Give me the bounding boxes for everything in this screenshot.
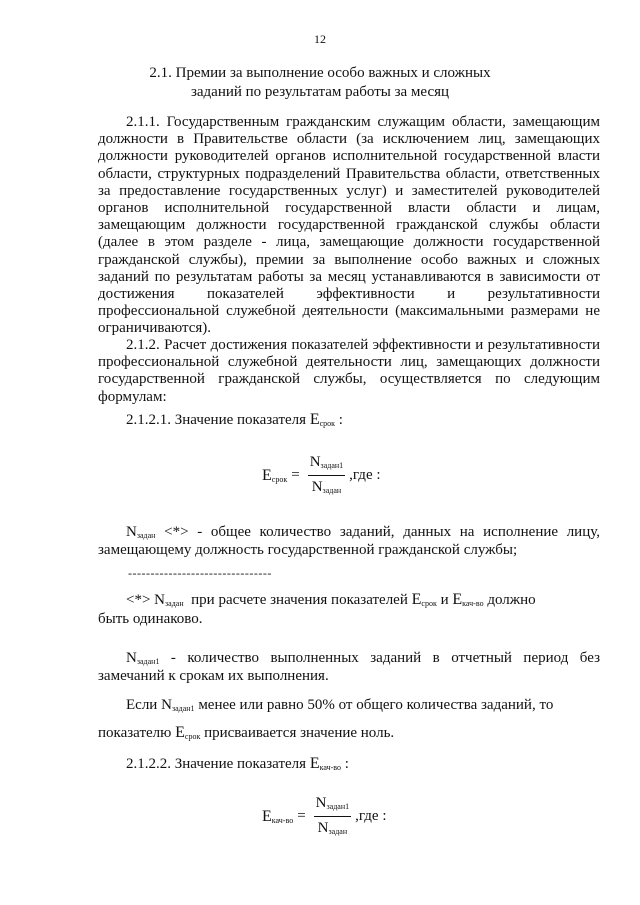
fraction-numerator: Nзадан1 [308,452,345,476]
formula-lhs: Eсрок [262,466,288,484]
fraction-denominator: Nзадан [317,820,348,836]
section-heading [100,64,540,102]
paragraph-2-1-1: 2.1.1. Государственным гражданским служащим области, замещающим должности в Правительстве области (за исключением лиц, замещающих должности руководителей органов исполнительной государственной власти области, структурных подразделений Правительства области, ответственных за предоставление государственных услуг) и заместителей руководителей органов исполнительной государственной власти области и лицам, замещающим должности государственной гражданской службы области (далее в этом разделе - лица, замещающие должности государственной гражданской службы), премии за выполнение особо важных и сложных заданий по результатам работы за месяц устанавливаются в зависимости от достижения показателей эффективности и результативности профессиональной служебной деятельности (максимальными размерами не ограничиваются). [98,114,600,337]
formula-tail: ,где : [355,808,387,824]
symbol-e: E [309,755,320,772]
heading-line-1: 2.1. Премии за выполнение особо важных и сложных [149,65,491,81]
note-n-zadan1 [98,650,600,685]
subsection-2-1-2-1 [126,411,343,429]
note-text: - количество выполненных заданий в отчетный период без замечаний к срокам их выполнения. [98,650,600,685]
fraction-denominator: Nзадан [311,479,342,495]
formula-e-kach-vo [262,793,387,840]
colon: : [344,756,349,772]
symbol-e: E [309,411,320,428]
formula-e-srok [262,452,381,499]
formula-lhs: Eкач-во [262,807,294,825]
subsection-label: 2.1.2.1. Значение показателя [126,412,307,428]
note-text: <*> - общее количество заданий, данных на исполнение лицу, замещающему должность государственной гражданской службы; [98,524,600,559]
note-n-zadan [98,524,600,559]
symbol-subscript: кач-во [319,763,341,772]
colon: : [338,412,343,428]
equals-sign: = [297,808,306,824]
equals-sign: = [291,467,300,483]
formula-tail: ,где : [349,467,381,483]
paragraph-2-1-2: 2.1.2. Расчет достижения показателей эффективности и результативности профессиональной служебной деятельности лиц, замещающих должности государственной гражданской службы, осуществляется по следующим формулам: [98,337,600,405]
footnote-line-1: <*> Nзадан при расчете значения показателей Eсрок и Eкач-во должно [126,591,536,608]
separator-line: -------------------------------- [128,566,272,580]
fraction [308,452,345,499]
footnote-line-2: быть одинаково. [98,611,203,627]
heading-line-2: заданий по результатам работы за месяц [190,84,450,100]
symbol-n: N [126,650,137,666]
subsection-label: 2.1.2.2. Значение показателя [126,756,307,772]
fraction-numerator: Nзадан1 [314,793,351,817]
page-number: 12 [314,32,326,46]
condition-line-1: Если Nзадан1 менее или равно 50% от общего количества заданий, то [126,697,554,713]
fraction [314,793,351,840]
symbol-subscript: задан [136,531,156,540]
condition-line-2: показателю Eсрок присваивается значение ноль. [98,724,395,741]
symbol-subscript: задан1 [136,657,160,666]
symbol-subscript: срок [319,419,336,428]
subsection-2-1-2-2 [126,755,349,773]
symbol-n: N [126,524,137,540]
